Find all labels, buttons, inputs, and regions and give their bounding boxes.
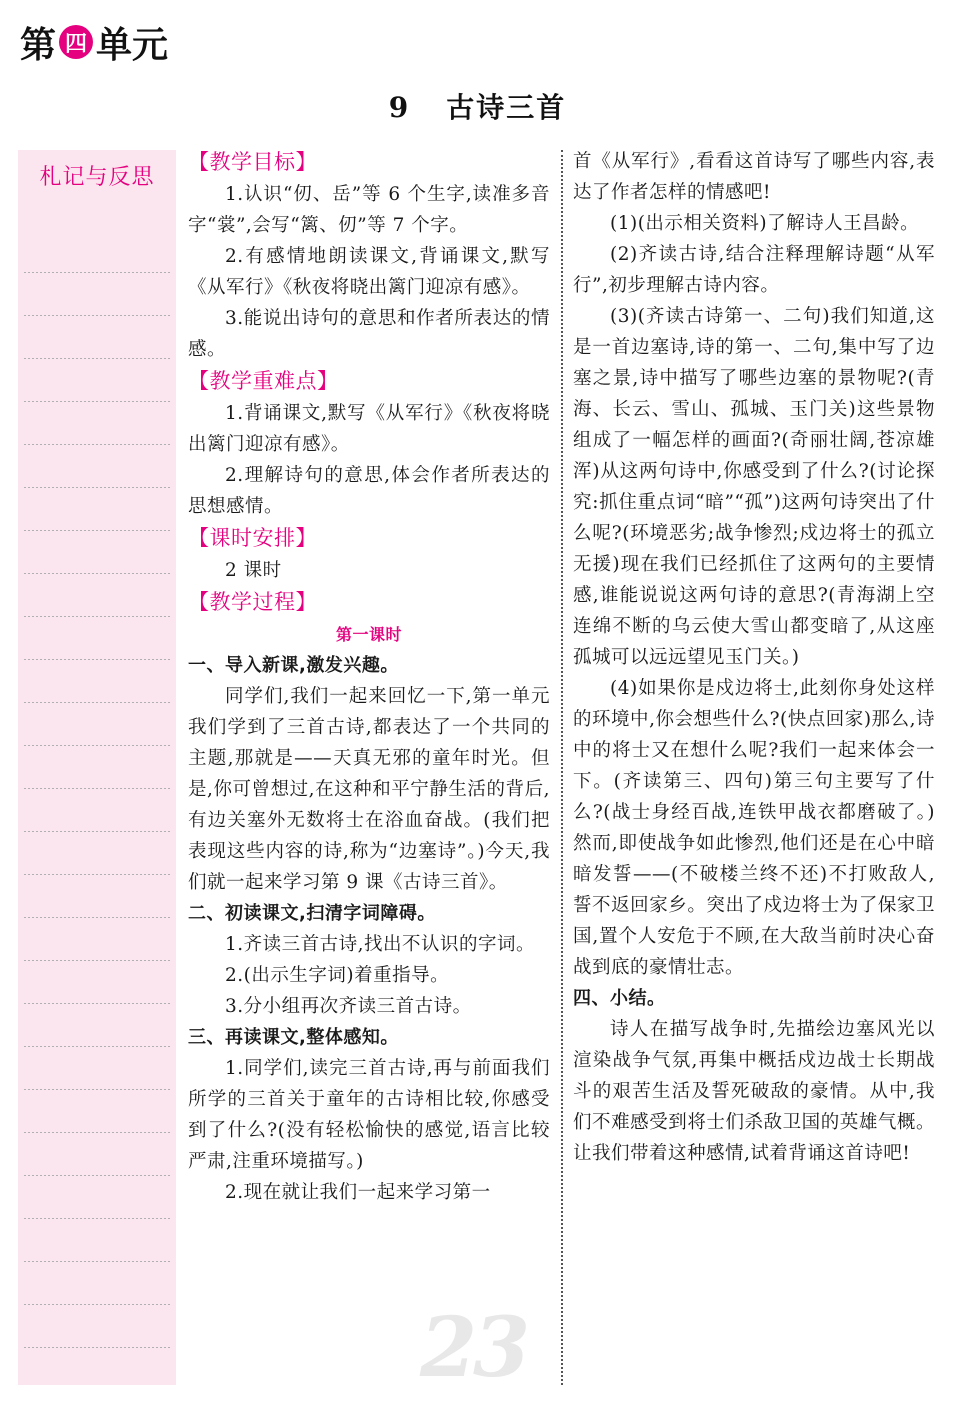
- step-heading: 一、导入新课,激发兴趣。: [188, 655, 399, 676]
- step-item: 2.(出示生字词)着重指导。: [225, 965, 450, 986]
- right-column: [573, 146, 935, 1169]
- step-item: 2.现在就让我们一起来学习第一: [225, 1182, 491, 1203]
- step-heading: 四、小结。: [573, 988, 666, 1009]
- unit-label-pre: 第: [20, 24, 57, 66]
- column-divider: [561, 150, 563, 1385]
- unit-number-badge: 四: [59, 25, 93, 59]
- section-heading-time: 【课时安排】: [188, 526, 317, 550]
- page-number: 23: [420, 1300, 527, 1396]
- lesson-name: 古诗三首: [446, 91, 567, 124]
- goal-item: 2.有感情地朗读课文,背诵课文,默写《从军行》《秋夜将晓出篱门迎凉有感》。: [188, 246, 550, 298]
- body-paragraph: (2)齐读古诗,结合注释理解诗题“从军行”,初步理解古诗内容。: [573, 244, 935, 296]
- step-paragraph: 同学们,我们一起来回忆一下,第一单元我们学到了三首古诗,都表达了一个共同的主题,那就是——天真无邪的童年时光。但是,你可曾想过,在这种和平宁静生活的背后,有边关塞外无数将士在浴血奋战。(我们把表现这些内容的诗,称为“边塞诗”。)今天,我们就一起来学习第 9 课《古诗三首》。: [188, 686, 550, 893]
- step-item: 3.分小组再次齐读三首古诗。: [225, 996, 472, 1017]
- summary-paragraph: 诗人在描写战争时,先描绘边塞风光以渲染战争气氛,再集中概括戍边战士长期战斗的艰苦生活及誓死破敌的豪情。从中,我们不难感受到将士们杀敌卫国的英雄气概。让我们带着这种感情,试着背诵这首诗吧!: [573, 1019, 935, 1164]
- body-paragraph: (4)如果你是戍边将士,此刻你身处这样的环境中,你会想些什么?(快点回家)那么,诗中的将士又在想什么呢?我们一起来体会一下。(齐读第三、四句)第三句主要写了什么?(战士身经百战,连铁甲战衣都磨破了。)然而,即使战争如此惨烈,他们还是在心中暗暗发誓——(不破楼兰终不还)不打败敌人,誓不返回家乡。突出了戍边将士为了保家卫国,置个人安危于不顾,在大敌当前时决心奋战到底的豪情壮志。: [573, 678, 935, 978]
- step-heading: 三、再读课文,整体感知。: [188, 1027, 399, 1048]
- left-column: [188, 146, 550, 1208]
- sidebar-title: 札记与反思: [39, 165, 155, 190]
- note-lines: [22, 230, 172, 1385]
- body-paragraph: (1)(出示相关资料)了解诗人王昌龄。: [610, 213, 920, 234]
- unit-label-post: 单元: [96, 24, 169, 66]
- section-heading-process: 【教学过程】: [188, 590, 317, 614]
- step-heading: 二、初读课文,扫清字词障碍。: [188, 903, 436, 924]
- key-item: 1.背诵课文,默写《从军行》《秋夜将晓出篱门迎凉有感》。: [188, 403, 550, 455]
- goal-item: 1.认识“仞、岳”等 6 个生字,读准多音字“裳”,会写“篱、仞”等 7 个字。: [188, 184, 550, 236]
- body-paragraph: (3)(齐读古诗第一、二句)我们知道,这是一首边塞诗,诗的第一、二句,集中写了边塞之景,诗中描写了哪些边塞的景物呢?(青海、长云、雪山、孤城、玉门关)这些景物组成了一幅怎样的画面?(奇丽壮阔,苍凉雄浑)从这两句诗中,你感受到了什么?(讨论探究:抓住重点词“暗”“孤”)这两句诗突出了什么呢?(环境恶劣;战争惨烈;戍边将士的孤立无援)现在我们已经抓住了这两句的主要情感,谁能说说这两句诗的意思?(青海湖上空连绵不断的乌云使大雪山都变暗了,从这座孤城可以远远望见玉门关。): [573, 306, 935, 668]
- unit-header: [20, 16, 168, 68]
- lesson-title: [0, 86, 955, 126]
- time-text: 2 课时: [225, 560, 282, 581]
- step-item: 1.齐读三首古诗,找出不认识的字词。: [225, 934, 536, 955]
- notes-sidebar: [18, 150, 176, 1385]
- goal-item: 3.能说出诗句的意思和作者所表达的情感。: [188, 308, 550, 360]
- body-paragraph: 首《从军行》,看看这首诗写了哪些内容,表达了作者怎样的情感吧!: [573, 151, 935, 203]
- lesson-number: 9: [388, 91, 411, 124]
- step-item: 1.同学们,读完三首古诗,再与前面我们所学的三首关于童年的古诗相比较,你感受到了什么?(没有轻松愉快的感觉,语言比较严肃,注重环境描写。): [188, 1058, 550, 1172]
- section-heading-key: 【教学重难点】: [188, 369, 339, 393]
- lesson-subheading: 第一课时: [335, 625, 402, 644]
- key-item: 2.理解诗句的意思,体会作者所表达的思想感情。: [188, 465, 550, 517]
- section-heading-goals: 【教学目标】: [188, 150, 317, 174]
